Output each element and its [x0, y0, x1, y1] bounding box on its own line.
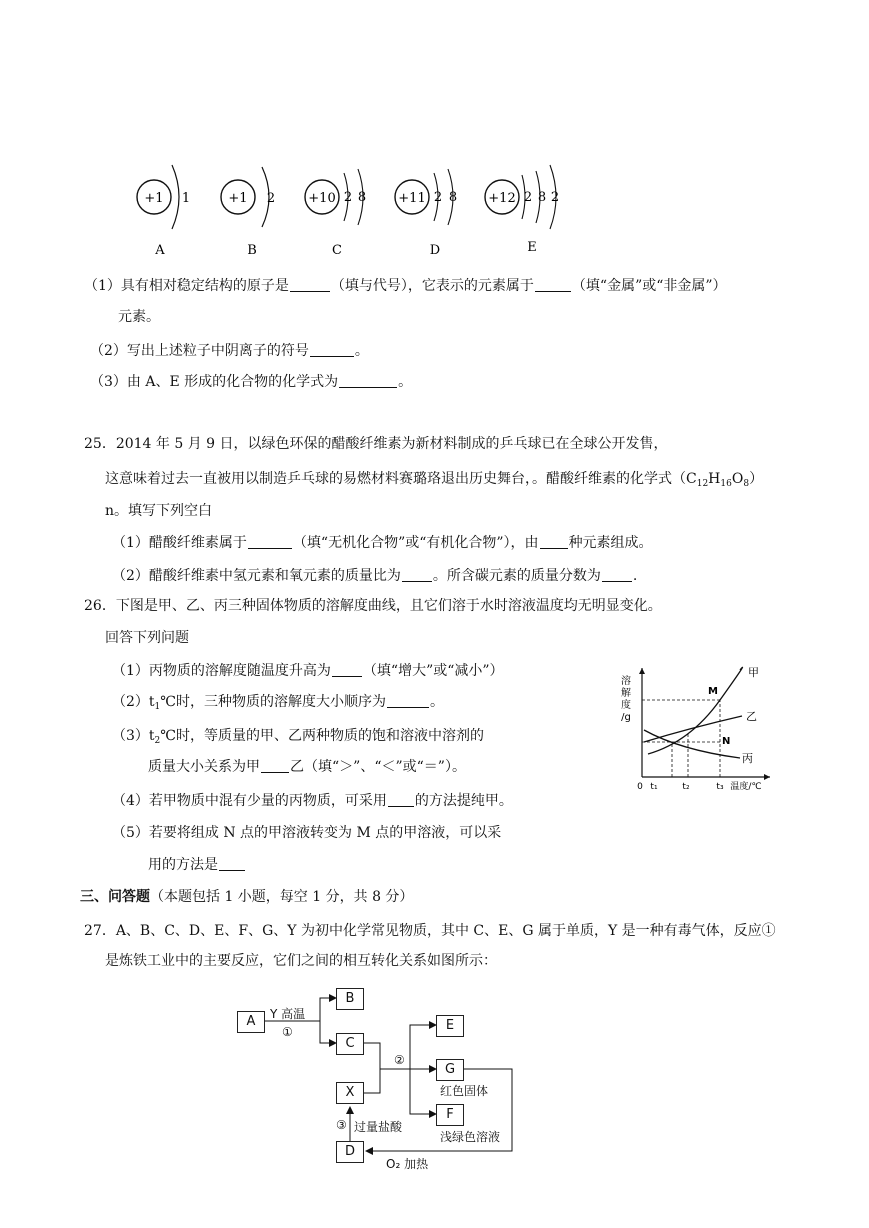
flow-label-excess-hcl: 过量盐酸 — [354, 1120, 403, 1134]
q26-part5: （5）若要将组成 N 点的甲溶液转变为 M 点的甲溶液，可以采 — [112, 825, 502, 841]
answer-blank[interactable] — [290, 277, 330, 292]
point-label-n: N — [722, 736, 731, 747]
answer-blank[interactable] — [535, 277, 571, 292]
series-label-jia: 甲 — [748, 666, 759, 679]
answer-blank[interactable] — [402, 567, 432, 582]
answer-blank[interactable] — [248, 534, 292, 549]
q26-stem-line2: 回答下列问题 — [105, 630, 189, 646]
nucleus-charge: +12 — [488, 191, 516, 206]
flow-label-reaction-1: ① — [282, 1025, 293, 1039]
shell-electrons: 8 — [357, 190, 367, 205]
answer-blank[interactable] — [339, 373, 397, 388]
q25-stem-line1: 25．2014 年 5 月 9 日，以绿色环保的醋酸纤维素为新材料制成的乒乓球已在全球公开发售， — [84, 436, 668, 452]
flow-label-reaction-2: ② — [394, 1053, 405, 1067]
flow-node-x: X — [336, 1082, 364, 1104]
flow-node-d: D — [336, 1141, 364, 1163]
answer-blank[interactable] — [388, 792, 414, 807]
nucleus-charge: +11 — [398, 191, 426, 206]
flow-label-y-high-temp: Y 高温 — [270, 1007, 306, 1021]
shell-electrons: 2 — [343, 190, 353, 205]
atom-structure-diagrams — [120, 155, 580, 265]
flow-node-f: F — [436, 1104, 464, 1126]
answer-blank[interactable] — [540, 534, 568, 549]
solubility-curve-figure — [610, 660, 780, 795]
q26-part2: $(2)t_1℃$时，三种物质的溶解度大小顺序为 。 — [112, 694, 444, 712]
flow-node-g: G — [436, 1059, 464, 1081]
shell-electrons: 2 — [550, 190, 560, 205]
nucleus-charge: +10 — [308, 191, 336, 206]
point-label-m: M — [708, 686, 718, 697]
diagram-label: C — [332, 243, 342, 258]
answer-blank[interactable] — [310, 342, 354, 357]
q24-part1-cont: 元素。 — [118, 309, 160, 325]
flow-label-o2-heating: O₂ 加热 — [386, 1157, 429, 1171]
ylabel-char: 度 — [621, 700, 631, 711]
tick-0: 0 — [637, 782, 643, 792]
tick-t2: t₂ — [682, 782, 690, 792]
tick-t3: t₃ — [716, 782, 724, 792]
atom-diagram-e — [485, 165, 559, 255]
flow-node-b: B — [336, 988, 364, 1010]
answer-blank[interactable] — [261, 758, 289, 773]
atom-diagram-a — [137, 165, 190, 258]
flow-node-a: A — [237, 1011, 265, 1033]
q25-part1: （1）醋酸纤维素属于 （填“无机化合物”或“有机化合物”），由 种元素组成。 — [112, 535, 653, 551]
series-label-bing: 丙 — [742, 752, 753, 765]
q24-part3: （3）由 A、E 形成的化合物的化学式为 。 — [90, 374, 413, 390]
q24-part1: （1）具有相对稳定结构的原子是 （填与代号），它表示的元素属于 （填“金属”或“非金属”） — [84, 278, 727, 294]
ylabel-char: /g — [621, 712, 631, 723]
q26-part1: （1）丙物质的溶解度随温度升高为 （填“增大”或“减小”） — [112, 663, 504, 679]
series-label-yi: 乙 — [746, 710, 757, 723]
y-axis-label — [621, 674, 631, 723]
shell-electrons: 2 — [266, 191, 276, 206]
q26-part4: （4）若甲物质中混有少量的丙物质，可采用 的方法提纯甲。 — [112, 793, 513, 809]
diagram-label: B — [247, 243, 257, 258]
diagram-label: D — [429, 243, 441, 258]
q26-part3-cont: 质量大小关系为甲 乙（填“＞”、“＜”或“＝”）。 — [148, 759, 466, 775]
x-axis-label: 温度/℃ — [730, 782, 762, 792]
answer-blank[interactable] — [602, 567, 632, 582]
shell-electrons: 1 — [181, 191, 191, 206]
diagram-label: A — [155, 243, 165, 258]
q25-stem-line3: n。填写下列空白 — [105, 503, 213, 519]
q24-part2: （2）写出上述粒子中阴离子的符号 。 — [90, 343, 369, 359]
flow-label-red-solid: 红色固体 — [440, 1084, 489, 1098]
atom-diagram-d — [395, 169, 457, 258]
conversion-flow-diagram — [230, 985, 530, 1175]
diagram-label: E — [527, 240, 537, 255]
answer-blank[interactable] — [387, 693, 429, 708]
ylabel-char: 解 — [621, 688, 631, 699]
q26-part5-cont: 用的方法是 — [148, 855, 246, 875]
answer-blank[interactable] — [332, 662, 362, 677]
q26-part3: $(3)t_2℃$时，等质量的甲、乙两种物质的饱和溶液中溶剂的 — [112, 728, 484, 746]
q26-stem-line1: 26．下图是甲、乙、丙三种固体物质的溶解度曲线，且它们溶于水时溶液温度均无明显变化。 — [84, 598, 662, 614]
shell-electrons: 2 — [523, 190, 533, 205]
nucleus-charge: +1 — [144, 191, 164, 206]
shell-electrons: 8 — [537, 190, 547, 205]
atom-diagram-c — [305, 169, 366, 258]
flow-label-reaction-3: ③ — [336, 1118, 347, 1132]
atom-diagram-b — [221, 167, 275, 258]
answer-blank[interactable] — [219, 856, 245, 871]
q27-stem-line1: 27．A、B、C、D、E、F、G、Y 为初中化学常见物质，其中 C、E、G 属于单质，Y 是一种有毒气体，反应① — [84, 923, 776, 939]
shell-electrons: 2 — [433, 190, 443, 205]
flow-node-c: C — [336, 1033, 364, 1055]
flow-node-e: E — [436, 1015, 464, 1037]
q25-part2: （2）醋酸纤维素中氢元素和氧元素的质量比为 。所含碳元素的质量分数为 . — [112, 568, 638, 584]
shell-electrons: 8 — [448, 190, 458, 205]
tick-t1: t₁ — [650, 782, 658, 792]
q25-stem-line2: 这意味着过去一直被用以制造乒乓球的易燃材料赛璐珞退出历史舞台，。醋酸纤维素的化学式$(C_{12}H_{16}O_8)$ — [105, 471, 764, 489]
q27-stem-line2: 是炼铁工业中的主要反应，它们之间的相互转化关系如图所示： — [105, 953, 497, 969]
ylabel-char: 溶 — [621, 676, 631, 687]
flow-label-light-green-solution: 浅绿色溶液 — [440, 1130, 501, 1144]
nucleus-charge: +1 — [228, 191, 248, 206]
section-3-heading: 三、问答题（本题包括 1 小题，每空 1 分，共 8 分） — [80, 889, 414, 905]
